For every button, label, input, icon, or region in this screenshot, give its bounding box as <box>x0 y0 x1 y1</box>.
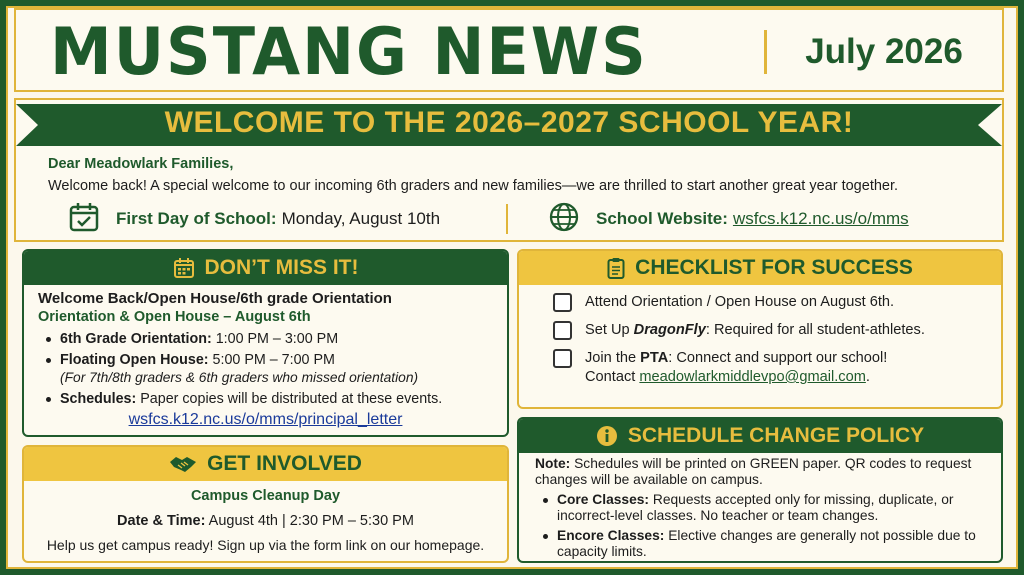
checklist-header <box>519 251 1001 285</box>
get-involved-header <box>24 447 507 481</box>
schedule-policy-box <box>517 417 1003 563</box>
dont-miss-header <box>24 251 507 285</box>
list-item: Encore Classes: Elective changes are generally not possible due to capacity limits. <box>535 528 987 560</box>
first-day-value: Monday, August 10th <box>281 209 441 228</box>
list-item: Core Classes: Requests accepted only for missing, duplicate, or incorrect-level classes. No teacher or team changes. <box>535 492 987 524</box>
first-day-label: First Day of School: <box>116 209 277 228</box>
schedule-note: Note: Schedules will be printed on GREEN paper. QR codes to request changes will be available on campus. <box>535 456 972 487</box>
cleanup-datetime: Date & Time: August 4th | 2:30 PM – 5:30 PM <box>117 513 414 529</box>
checklist-item: Set Up DragonFly: Required for all student-athletes. <box>553 321 1001 340</box>
masthead-divider <box>764 30 767 74</box>
event-list <box>38 330 493 408</box>
greeting: Dear Meadowlark Families, <box>48 156 234 172</box>
checklist-item: Attend Orientation / Open House on August 6th. <box>553 293 1001 312</box>
pta-email-link[interactable]: meadowlarkmiddlevpo@gmail.com <box>639 369 866 385</box>
get-involved-heading: GET INVOLVED <box>207 452 362 475</box>
masthead-title: MUSTANG NEWS <box>50 13 648 90</box>
intro-text: Welcome back! A special welcome to our incoming 6th graders and new families—we are thrilled to start another great year together. <box>48 178 899 194</box>
checklist-heading: CHECKLIST FOR SUCCESS <box>635 256 913 279</box>
first-day-info <box>68 204 440 234</box>
event-title: Welcome Back/Open House/6th grade Orientation <box>38 290 392 307</box>
checkbox[interactable] <box>553 293 572 312</box>
info-icon <box>596 425 618 447</box>
list-item: Schedules: Paper copies will be distributed at these events. <box>38 390 493 408</box>
checkbox[interactable] <box>553 349 572 368</box>
calendar-check-icon <box>68 201 100 238</box>
list-item: 6th Grade Orientation: 1:00 PM – 3:00 PM <box>38 330 493 348</box>
checklist-item: Join the PTA: Connect and support our school! Contact meadowlarkmiddlevpo@gmail.com. <box>553 349 1001 387</box>
schedule-list <box>535 492 987 560</box>
clipboard-icon <box>607 257 625 279</box>
handshake-icon <box>169 454 197 474</box>
cleanup-event: Campus Cleanup Day <box>190 488 341 504</box>
get-involved-box <box>22 445 509 563</box>
dont-miss-box <box>22 249 509 437</box>
website-info <box>548 204 909 234</box>
schedule-heading: SCHEDULE CHANGE POLICY <box>627 424 925 447</box>
masthead-bar <box>14 8 1004 92</box>
welcome-section <box>14 98 1004 242</box>
welcome-title: WELCOME TO THE 2026–2027 SCHOOL YEAR! <box>164 106 854 139</box>
checklist-box <box>517 249 1003 409</box>
website-link[interactable]: wsfcs.k12.nc.us/o/mms <box>732 209 909 228</box>
principal-letter-link[interactable]: wsfcs.k12.nc.us/o/mms/principal_letter <box>128 411 403 428</box>
dont-miss-heading: DON’T MISS IT! <box>204 256 359 279</box>
schedule-header <box>519 419 1001 453</box>
checkbox[interactable] <box>553 321 572 340</box>
cleanup-text: Help us get campus ready! Sign up via the form link on our homepage. <box>46 537 485 553</box>
calendar-icon <box>173 257 195 279</box>
issue-date: July 2026 <box>805 32 963 71</box>
website-label: School Website: <box>596 209 728 228</box>
event-subtitle: Orientation & Open House – August 6th <box>38 309 311 325</box>
info-divider <box>506 204 508 234</box>
list-item: Floating Open House: 5:00 PM – 7:00 PM (For 7th/8th graders & 6th graders who missed orientation) <box>38 351 493 387</box>
globe-icon <box>548 201 580 238</box>
